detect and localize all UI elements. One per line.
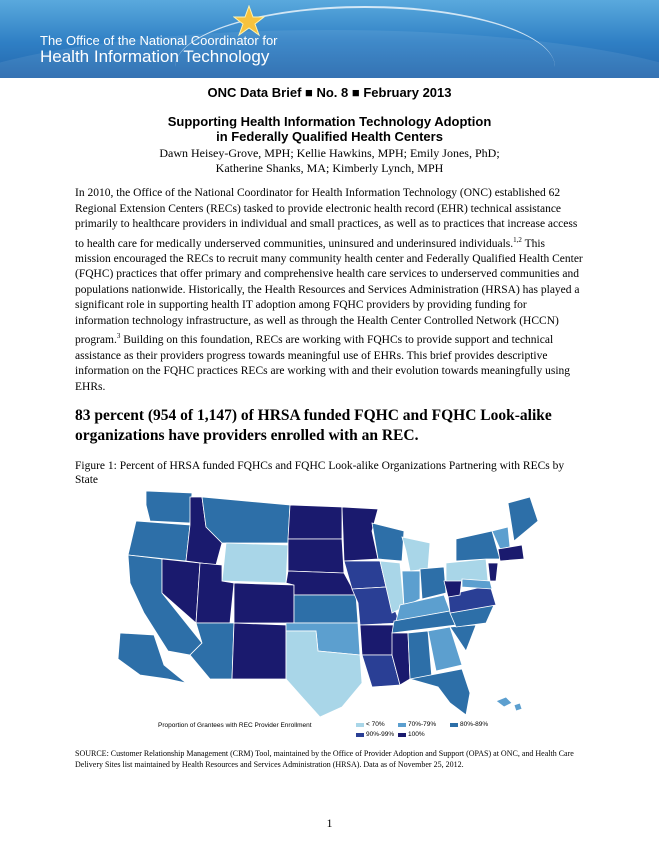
us-states-map: [110, 483, 550, 718]
authors-line1: Dawn Heisey-Grove, MPH; Kellie Hawkins, MPH; Emily Jones, PhD;: [159, 146, 500, 160]
legend-label: 70%-79%: [408, 721, 437, 728]
state-arizona: [190, 623, 234, 679]
legend-swatch: [356, 733, 364, 737]
legend-label: 90%-99%: [366, 731, 395, 738]
header-banner: [0, 0, 659, 78]
key-finding-headline: 83 percent (954 of 1,147) of HRSA funded FQHC and FQHC Look-alike organizations have providers enrolled with an REC.: [75, 407, 552, 444]
title-line2: in Federally Qualified Health Centers: [216, 129, 443, 144]
intro-paragraph: [75, 186, 583, 395]
legend-item-70-79: [398, 721, 436, 728]
legend-item-80-89: [450, 721, 488, 728]
legend-item-90-99: [356, 731, 394, 738]
legend-title: Proportion of Grantees with REC Provider Enrollment: [158, 722, 312, 729]
state-pennsylvania: [446, 559, 488, 581]
legend-label: 80%-89%: [460, 721, 489, 728]
state-maryland: [462, 579, 492, 589]
brief-header: ONC Data Brief ■ No. 8 ■ February 2013: [207, 85, 452, 100]
state-kansas: [294, 595, 358, 623]
state-washington: [146, 491, 192, 523]
org-name-line1: The Office of the National Coordinator for: [40, 33, 278, 48]
page-number: 1: [326, 816, 333, 830]
state-maine: [508, 497, 538, 541]
legend-item-100: [398, 731, 425, 738]
state-minnesota: [342, 507, 378, 561]
figure-caption: Figure 1: Percent of HRSA funded FQHCs and FQHC Look-alike Organizations Partnering with RECs by State: [75, 460, 565, 486]
legend-label: < 70%: [366, 721, 385, 728]
state-montana: [202, 497, 290, 543]
state-ohio: [420, 567, 446, 599]
state-colorado: [234, 583, 294, 623]
state-new-jersey: [488, 563, 498, 581]
authors-line2: Katherine Shanks, MA; Kimberly Lynch, MPH: [215, 161, 444, 175]
intro-text-3: Building on this foundation, RECs are working with FQHCs to provide support and technical assistance as their providers progress towards meaningful use of EHRs. This brief provides descriptive information on the FQHC practices RECs are working with and their evolution towards meaningfully using EHRs.: [75, 334, 571, 393]
state-south-dakota: [288, 539, 344, 573]
document-title: [0, 114, 659, 144]
state-michigan: [402, 537, 430, 571]
state-hawaii-2: [514, 703, 522, 711]
footnote-ref-1: 1,2: [513, 235, 522, 244]
org-name-line2: Health Information Technology: [40, 47, 270, 66]
authors: [0, 146, 659, 176]
legend-swatch: [356, 723, 364, 727]
state-alabama: [408, 631, 432, 679]
map-legend: [158, 720, 578, 742]
intro-text-1: In 2010, the Office of the National Coordinator for Health Information Technology (ONC) established 62 Regional Extension Centers (RECs) tasked to provide electronic health record (EHR) technical assistance primarily to healthcare providers in individual and small practices, as well as to practices that increase access to health care for medically underserved communities, uninsured and underinsured individuals.: [75, 187, 578, 250]
state-wyoming: [222, 543, 288, 583]
legend-swatch: [450, 723, 458, 727]
state-new-mexico: [232, 623, 286, 679]
footnote-ref-2: 3: [116, 332, 121, 341]
legend-swatch: [398, 733, 406, 737]
intro-text-2: This mission encouraged the RECs to recruit many community health center and Federally Qualified Health Center (FQHC) practices that offer primary and comprehensive health care services to underserved communities and populations nationwide. Historically, the Health Resources and Services Administration (HRSA) has played a significant role in supporting health IT adoption among FQHC providers by providing funding for information technology infrastructure, as well as through the Health Center Controlled Network (HCCN) program.: [75, 237, 583, 347]
source-note: SOURCE: Customer Relationship Management (CRM) Tool, maintained by the Office of Provider Adoption and Support (OPAS) at ONC, and Health Care Delivery Sites list maintained by Health Resources and Services Administration (HRSA). Data as of November 25, 2012.: [75, 749, 574, 769]
state-nebraska: [286, 571, 356, 595]
title-line1: Supporting Health Information Technology Adoption: [167, 114, 492, 129]
legend-swatch: [398, 723, 406, 727]
state-new-york: [456, 531, 500, 561]
state-arkansas: [360, 625, 396, 655]
state-hawaii: [496, 697, 512, 707]
legend-item-lt70: [356, 721, 385, 728]
legend-label: 100%: [408, 731, 425, 738]
state-oregon: [128, 521, 190, 561]
state-north-dakota: [288, 505, 342, 539]
